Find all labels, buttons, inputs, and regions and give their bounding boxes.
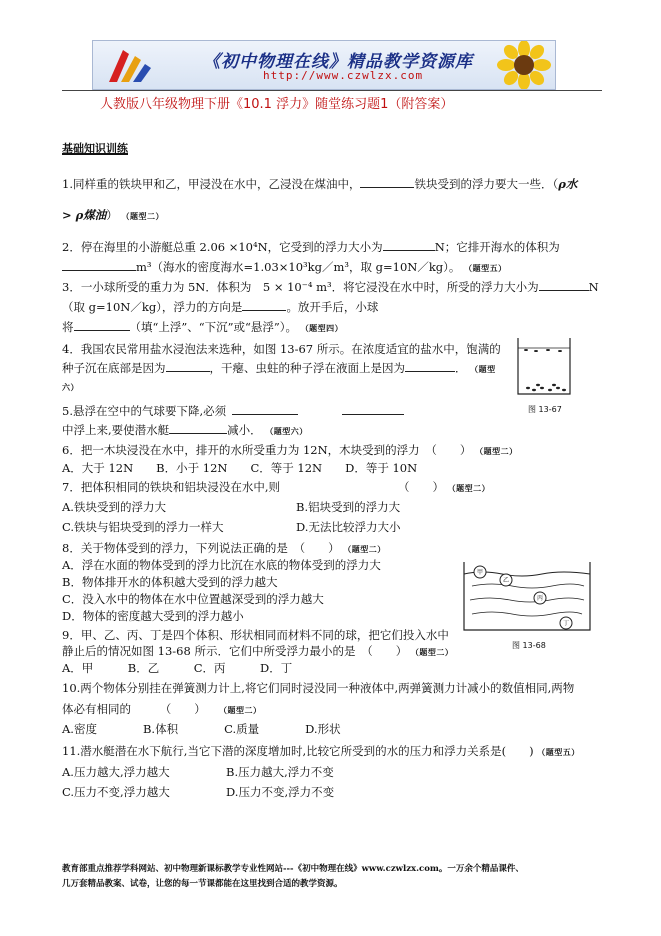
q7-paren: （ ） xyxy=(398,480,444,494)
q6-options: A．大于 12N B．小于 12N C．等于 12N D．等于 10N xyxy=(62,461,418,475)
q3-blank2 xyxy=(242,299,286,311)
question-1-cont xyxy=(62,207,164,224)
q11-option-c: C.压力不变,浮力越大 xyxy=(62,785,170,799)
q11-stem: 11.潜水艇潜在水下航行,当它下潜的深度增加时,比较它所受到的水的压力和浮力关系是( ) xyxy=(62,744,534,758)
q3-line3b: （填“上浮”、“下沉”或“悬浮”）。 xyxy=(129,320,298,334)
question-11 xyxy=(62,743,580,760)
question-8 xyxy=(62,540,386,557)
q1-rho-oil: > ρ煤油 xyxy=(62,208,107,222)
question-2 xyxy=(62,239,560,255)
q6-stem: 6．把一木块浸没在水中，排开的水所受重力为 12N，木块受到的浮力 （ ） xyxy=(62,443,472,457)
q10-options: A.密度 B.体积 C.质量 D.形状 xyxy=(62,722,341,736)
q2-line2: m³（海水的密度海水=1.03×10³kg／m³，取 g=10N／kg）。 xyxy=(136,260,461,274)
ball-label-bing: 丙 xyxy=(536,595,544,602)
q5-line1: 5.悬浮在空中的气球要下降,必须 xyxy=(62,404,227,418)
q4-blank2 xyxy=(405,360,455,372)
question-7 xyxy=(62,479,280,495)
site-logo xyxy=(99,44,159,86)
q3-line3: 将 xyxy=(62,320,74,334)
question-3-cont2 xyxy=(62,319,343,336)
q1-text: 1.同样重的铁块甲和乙，甲浸没在水中，乙浸没在煤油中， xyxy=(62,177,361,191)
question-4-cont xyxy=(62,360,496,377)
q6-tag: （题型二） xyxy=(475,446,518,456)
question-3 xyxy=(62,279,599,295)
q5-blank1 xyxy=(232,414,298,415)
q9-line1: 9．甲、乙、丙、丁是四个体积、形状相同而材料不同的球，把它们投入水中 xyxy=(62,628,449,642)
q10-paren: （ ） xyxy=(165,702,200,716)
q5-line2b: 减小． xyxy=(227,423,262,437)
q8-stem: 8．关于物体受到的浮力，下列说法正确的是 （ ） xyxy=(62,541,340,555)
footer xyxy=(62,862,602,892)
q8-option-a: A．浮在水面的物体受到的浮力比沉在水底的物体受到的浮力大 xyxy=(62,558,381,572)
q7-tag: （题型二） xyxy=(447,483,491,493)
figure-13-67-label: 图 13-67 xyxy=(528,405,562,414)
q7-option-b: B.铝块受到的浮力大 xyxy=(296,500,401,514)
q2-line1b: N；它排开海水的体积为 xyxy=(434,240,560,254)
question-6-options xyxy=(62,460,417,476)
q8-option-c: C．没入水中的物体在水中位置越深受到的浮力越大 xyxy=(62,592,324,606)
q4-line1: 4．我国农民常用盐水浸泡法来选种，如图 13-67 所示。在浓度适宜的盐水中，饱满的 xyxy=(62,342,501,356)
q7-option-c: C.铁块与铝块受到的浮力一样大 xyxy=(62,520,224,534)
q4-tag2: 六） xyxy=(62,382,79,392)
figure-13-68 xyxy=(462,560,592,632)
footer-line-1: 教育部重点推荐学科网站、初中物理新课标教学专业性网站---《初中物理在线》www.czwlzx.com。一万余个精品课件、 xyxy=(62,864,524,874)
q5-blank3 xyxy=(169,422,227,434)
q2-blank1 xyxy=(383,239,435,251)
q1-text-b: 铁块受到的浮力要大一些．（ xyxy=(414,177,559,191)
ball-label-yi: 乙 xyxy=(502,577,510,584)
q7-option-d: D.无法比较浮力大小 xyxy=(296,520,401,534)
question-10 xyxy=(62,680,574,696)
q7-stem: 7．把体积相同的铁块和铝块浸没在水中,则 xyxy=(62,480,280,494)
q1-close: ） xyxy=(106,208,118,222)
footer-line-2: 几万套精品教案、试卷，让您的每一节课都能在这里找到合适的教学资源。 xyxy=(62,879,343,889)
q8-tag: （题型二） xyxy=(343,544,386,554)
ball-label-ding: 丁 xyxy=(562,620,570,627)
q1-blank xyxy=(360,176,414,188)
question-10-cont xyxy=(62,701,262,718)
q9-options: A．甲 B．乙 C．丙 D．丁 xyxy=(62,661,293,675)
q7-option-a: A.铁块受到的浮力大 xyxy=(62,500,166,514)
question-9-cont xyxy=(62,643,453,660)
question-6 xyxy=(62,442,518,459)
q8-option-b: B．物体排开水的体积越大受到的浮力越大 xyxy=(62,575,278,589)
question-1 xyxy=(62,176,577,192)
banner-title: 《初中物理在线》精品教学资源库 xyxy=(203,52,473,72)
q4-line2c: ． xyxy=(455,361,467,375)
q4-tag1: （题型 xyxy=(470,364,496,374)
q10-tag: （题型二） xyxy=(223,705,262,715)
q2-tag: （题型五） xyxy=(464,263,507,273)
question-4 xyxy=(62,341,501,357)
document-title: 人教版八年级物理下册《10.1 浮力》随堂练习题1（附答案） xyxy=(100,97,454,112)
title-rule xyxy=(62,90,602,91)
q10-line2: 体必有相同的 xyxy=(62,702,131,716)
q8-option-d: D．物体的密度越大受到的浮力越小 xyxy=(62,609,244,623)
q2-line1: 2．停在海里的小游艇总重 2.06 ×10⁴N，它受到的浮力大小为 xyxy=(62,240,383,254)
q3-blank3 xyxy=(74,319,130,331)
question-9 xyxy=(62,627,449,643)
q3-line1: 3．一小球所受的重力为 5N．体积为 5 × 10⁻⁴ m³．将它浸没在水中时，所受的浮力大小为 xyxy=(62,280,539,294)
question-5-cont xyxy=(62,422,308,439)
question-7-paren xyxy=(398,479,490,496)
q5-blank2 xyxy=(342,414,404,415)
figure-13-67 xyxy=(514,336,574,398)
q3-blank1 xyxy=(539,279,589,291)
q9-line2: 静止后的情况如图 13-68 所示．它们中所受浮力最小的是 （ ） xyxy=(62,644,408,658)
question-5 xyxy=(62,403,226,419)
q10-line1: 10.两个物体分别挂在弹簧测力计上,将它们同时浸没同一种液体中,两弹簧测力计减小的数值相同,两物 xyxy=(62,681,575,695)
q11-option-b: B.压力越大,浮力不变 xyxy=(226,765,334,779)
q11-option-a: A.压力越大,浮力越大 xyxy=(62,765,170,779)
banner-url[interactable]: http://www.czwlzx.com xyxy=(263,69,424,82)
question-4-tag xyxy=(62,378,79,395)
q5-tag: （题型六） xyxy=(265,426,308,436)
q3-line1b: N xyxy=(588,280,599,294)
figure-13-68-label: 图 13-68 xyxy=(512,641,546,650)
sunflower-icon xyxy=(493,41,555,89)
ball-label-jia: 甲 xyxy=(476,569,484,576)
q4-blank1 xyxy=(166,360,210,372)
section-heading: 基础知识训练 xyxy=(62,142,128,155)
q4-line2: 种子沉在底部是因为 xyxy=(62,361,166,375)
q4-line2b: ，干瘪、虫蛀的种子浮在液面上是因为 xyxy=(209,361,405,375)
q11-option-d: D.压力不变,浮力不变 xyxy=(226,785,335,799)
q9-tag: （题型二） xyxy=(410,647,454,657)
q3-tag: （题型四） xyxy=(300,323,344,333)
q1-tag: （题型二） xyxy=(121,211,164,221)
q11-tag: （题型五） xyxy=(537,747,580,757)
q1-rho-water: ρ水 xyxy=(558,177,578,191)
question-3-cont1 xyxy=(62,299,378,315)
q5-line2: 中浮上来,要使潜水艇 xyxy=(62,423,170,437)
question-2-cont xyxy=(62,259,507,276)
q3-line2b: 。放开手后，小球 xyxy=(286,300,379,314)
header-banner xyxy=(92,40,556,90)
q2-blank2 xyxy=(62,259,136,271)
q3-line2: （取 g=10N／kg），浮力的方向是 xyxy=(62,300,243,314)
